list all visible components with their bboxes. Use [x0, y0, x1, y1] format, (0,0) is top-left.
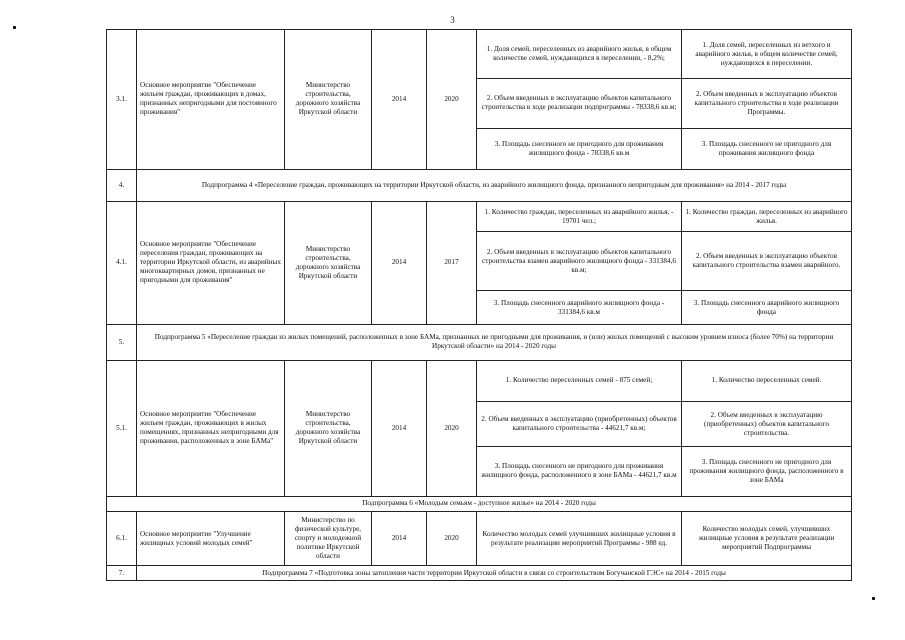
scan-speck [13, 26, 16, 29]
row-number: 7. [107, 566, 137, 581]
start-year: 2014 [372, 201, 427, 324]
indicator-cell: 2. Объем введенных в эксплуатацию объектов капитального строительства в ходе реализации подпрограммы - 78338,6 кв.м; [477, 79, 682, 128]
table-row [107, 360, 852, 401]
target-cell: 3. Площадь снесенного не пригодного для проживания жилищного фонда, расположенного в зоне БАМа [682, 447, 852, 496]
end-year: 2017 [427, 201, 477, 324]
subprogram-title: Подпрограмма 6 «Молодым семьям - доступное жилье» на 2014 - 2020 годы [107, 496, 852, 511]
executor: Министерство строительства, дорожного хозяйства Иркутской области [285, 30, 372, 170]
subprogram-row [107, 496, 852, 511]
table-row [107, 512, 852, 566]
table-row [107, 201, 852, 232]
end-year: 2020 [427, 360, 477, 496]
indicator-cell: 2. Объем введенных в эксплуатацию (приобретенных) объектов капитального строительства - 44621,7 кв.м; [477, 402, 682, 447]
activity-name: Основное мероприятие "Улучшение жилищных условий молодых семей" [137, 512, 285, 566]
subprogram-title: Подпрограмма 7 «Подготовка зоны затопления части территории Иркутской области в связи со строительством Богучанской ГЭС» на 2014 - 2015 годы [137, 566, 852, 581]
row-number: 4.1. [107, 201, 137, 324]
start-year: 2014 [372, 360, 427, 496]
target-cell: 1. Количество переселенных семей. [682, 360, 852, 401]
target-cell: 3. Площадь снесенного не пригодного для проживания жилищного фонда [682, 128, 852, 169]
activity-name: Основное мероприятие "Обеспечение жильем граждан, проживающих в домах, признанных непригодными для постоянного проживания" [137, 30, 285, 170]
subprogram-title: Подпрограмма 4 «Переселение граждан, проживающих на территории Иркутской области, из аварийного жилищного фонда, признанного непригодным для проживания» на 2014 - 2017 годы [137, 169, 852, 201]
indicator-cell: 1. Количество граждан, переселенных из аварийного жилья, - 19701 чел.; [477, 201, 682, 232]
subprogram-title: Подпрограмма 5 «Переселение граждан из жилых помещений, расположенных в зоне БАМа, признанных не пригодными для проживания, и (или) жилых помещений с высоким уровнем износа (более 70%) на территории Иркутской области» на 2014 - 2020 годы [137, 324, 852, 360]
row-number: 5. [107, 324, 137, 360]
indicator-cell: 3. Площадь снесенного не пригодного для проживания жилищного фонда, расположенного в зоне БАМа - 44621,7 кв.м [477, 447, 682, 496]
activity-name: Основное мероприятие "Обеспечение переселения граждан, проживающих на территории Иркутской области, из аварийных многоквартирных домов, признанных не пригодными для проживания" [137, 201, 285, 324]
subprogram-row [107, 324, 852, 360]
executor: Министерство строительства, дорожного хозяйства Иркутской области [285, 360, 372, 496]
table-row [107, 30, 852, 79]
start-year: 2014 [372, 512, 427, 566]
subprogram-row [107, 566, 852, 581]
target-cell: 3. Площадь снесенного аварийного жилищного фонда [682, 291, 852, 325]
activity-name: Основное мероприятие "Обеспечение жильем граждан, проживающих в жилых помещениях, признанных непригодными для проживания, расположенных в зоне БАМа" [137, 360, 285, 496]
indicator-cell: 1. Доля семей, переселенных из аварийного жилья, в общем количестве семей, нуждающихся в переселении, - 8,2%; [477, 30, 682, 79]
program-table [106, 29, 852, 581]
row-number: 5.1. [107, 360, 137, 496]
executor: Министерство строительства, дорожного хозяйства Иркутской области [285, 201, 372, 324]
indicator-cell: 3. Площадь снесенного аварийного жилищного фонда - 331384,6 кв.м [477, 291, 682, 325]
row-number: 3.1. [107, 30, 137, 170]
indicator-cell: 2. Объем введенных в эксплуатацию объектов капитального строительства взамен аварийного жилищного фонда - 331384,6 кв.м; [477, 232, 682, 291]
indicator-cell: Количество молодых семей улучшивших жилищные условия в результате реализации мероприятий Программы - 988 ед. [477, 512, 682, 566]
end-year: 2020 [427, 512, 477, 566]
target-cell: 1. Количество граждан, переселенных из аварийного жилья. [682, 201, 852, 232]
indicator-cell: 3. Площадь снесенного не пригодного для проживания жилищного фонда - 78338,6 кв.м [477, 128, 682, 169]
row-number: 6.1. [107, 512, 137, 566]
start-year: 2014 [372, 30, 427, 170]
target-cell: 1. Доля семей, переселенных из ветхого и аварийного жилья, в общем количестве семей, нуждающихся в переселении. [682, 30, 852, 79]
target-cell: 2. Объем введенных в эксплуатацию объектов капитального строительства взамен аварийного. [682, 232, 852, 291]
indicator-cell: 1. Количество переселенных семей - 875 семей; [477, 360, 682, 401]
target-cell: 2. Объем введенных в эксплуатацию (приобретенных) объектов капитального строительства. [682, 402, 852, 447]
page-number: 3 [450, 15, 455, 25]
target-cell: Количество молодых семей, улучшивших жилищные условия в результате реализации мероприятий Подпрограммы [682, 512, 852, 566]
end-year: 2020 [427, 30, 477, 170]
scan-speck [872, 597, 875, 600]
row-number: 4. [107, 169, 137, 201]
subprogram-row [107, 169, 852, 201]
executor: Министерство по физической культуре, спорту и молодежной политике Иркутской области [285, 512, 372, 566]
target-cell: 2. Объем введенных в эксплуатацию объектов капитального строительства в ходе реализации Программы. [682, 79, 852, 128]
